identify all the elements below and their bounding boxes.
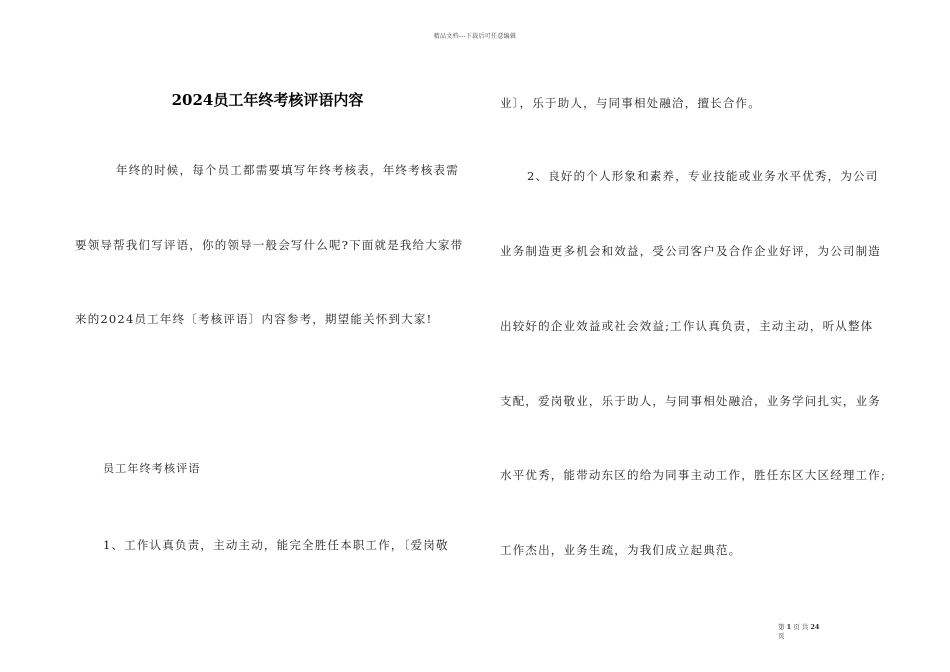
page-number: 1: [786, 623, 792, 631]
right-paragraph-line-1: 业〕，乐于助人，与同事相处融洽，擅长合作。: [500, 96, 761, 110]
right-paragraph-line-2: 2、良好的个人形象和素养，专业技能或业务水平优秀，为公司: [527, 169, 879, 183]
document-title: 2024员工年终考核评语内容: [171, 91, 364, 109]
page-mid: 页 共: [793, 623, 809, 631]
page-suffix: 页: [778, 632, 785, 640]
right-paragraph-line-5: 支配，爱岗敬业，乐于助人，与同事相处融洽，业务学问扎实，业务: [500, 394, 881, 408]
right-paragraph-line-4: 出较好的企业效益或社会效益;工作认真负责，主动主动，听从整体: [500, 319, 874, 333]
left-item-1-start: 1、工作认真负责，主动主动，能完全胜任本职工作，〔爱岗敬: [103, 538, 449, 552]
right-paragraph-line-3: 业务制造更多机会和效益，受公司客户及合作企业好评，为公司制造: [500, 244, 881, 258]
right-paragraph-line-7: 工作杰出，业务生疏，为我们成立起典范。: [500, 543, 742, 557]
left-paragraph-line-3: 来的2024员工年终〔考核评语〕内容参考，期望能关怀到大家!: [75, 312, 433, 326]
header-note: 精品文档---下载后可任意编辑: [433, 33, 517, 40]
left-paragraph-line-1: 年终的时候，每个员工都需要填写年终考核表，年终考核表需: [116, 163, 459, 177]
right-paragraph-line-6: 水平优秀，能带动东区的给为同事主动工作，胜任东区大区经理工作;: [500, 468, 887, 482]
page-counter: [778, 623, 819, 641]
total-pages: 24: [810, 623, 820, 631]
page-prefix: 第: [778, 623, 785, 631]
left-paragraph-line-2: 要领导帮我们写评语，你的领导一般会写什么呢?下面就是我给大家带: [75, 238, 464, 252]
section-subheading: 员工年终考核评语: [103, 462, 201, 475]
